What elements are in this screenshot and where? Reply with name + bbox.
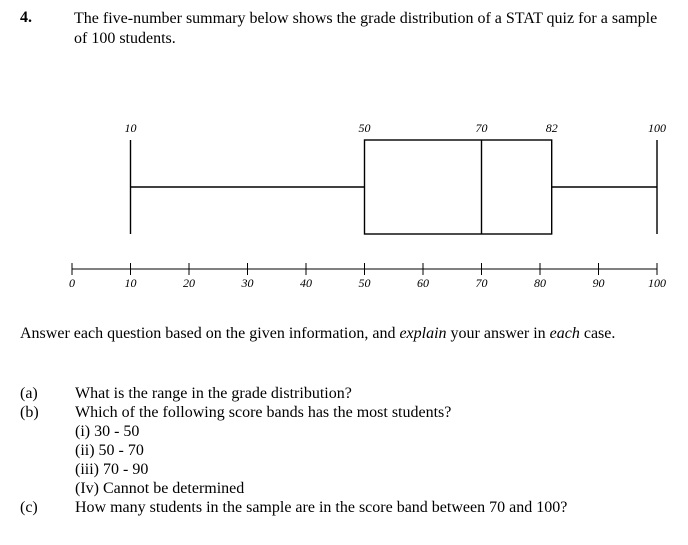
- part-c-label: (c): [20, 499, 38, 516]
- summary-label-q3: 82: [545, 121, 558, 135]
- iqr-box: [365, 140, 552, 234]
- summary-label-median: 70: [475, 121, 488, 135]
- x-tick-label-40: 40: [300, 276, 312, 290]
- part-a-text: What is the range in the grade distribution?: [75, 385, 352, 402]
- question-number: 4.: [20, 9, 32, 26]
- part-b-option-3: (iii) 70 - 90: [75, 461, 149, 478]
- instruction-emphasis-each: each: [549, 325, 580, 342]
- summary-label-q1: 50: [358, 121, 371, 135]
- instruction-part-5: case.: [579, 325, 616, 342]
- x-tick-label-60: 60: [417, 276, 429, 290]
- x-tick-label-20: 20: [183, 276, 195, 290]
- summary-label-min: 10: [124, 121, 137, 135]
- instruction-part-1: Answer each question based on the given information, and: [20, 325, 400, 342]
- x-tick-label-100: 100: [648, 276, 666, 290]
- question-intro: The five-number summary below shows the grade distribution of a STAT quiz for a sample of 100 students.: [74, 10, 658, 47]
- instruction-text: [20, 324, 615, 344]
- x-tick-label-0: 0: [69, 276, 75, 290]
- x-tick-label-70: 70: [475, 276, 488, 290]
- part-b-option-2: (ii) 50 - 70: [75, 442, 144, 459]
- x-tick-label-80: 80: [534, 276, 546, 290]
- part-b-label: (b): [20, 404, 39, 421]
- x-tick-label-30: 30: [241, 276, 254, 290]
- x-tick-label-10: 10: [124, 276, 137, 290]
- x-tick-label-90: 90: [592, 276, 605, 290]
- instruction-emphasis-explain: explain: [399, 325, 447, 342]
- x-tick-label-50: 50: [358, 276, 371, 290]
- instruction-part-3: your answer in: [446, 325, 550, 342]
- part-b-option-4: (Iv) Cannot be determined: [75, 480, 245, 497]
- part-c-text: How many students in the sample are in the score band between 70 and 100?: [75, 499, 568, 516]
- part-b-option-1: (i) 30 - 50: [75, 423, 140, 440]
- part-b-text: Which of the following score bands has the most students?: [75, 404, 452, 421]
- part-a-label: (a): [20, 385, 38, 402]
- summary-label-max: 100: [648, 121, 666, 135]
